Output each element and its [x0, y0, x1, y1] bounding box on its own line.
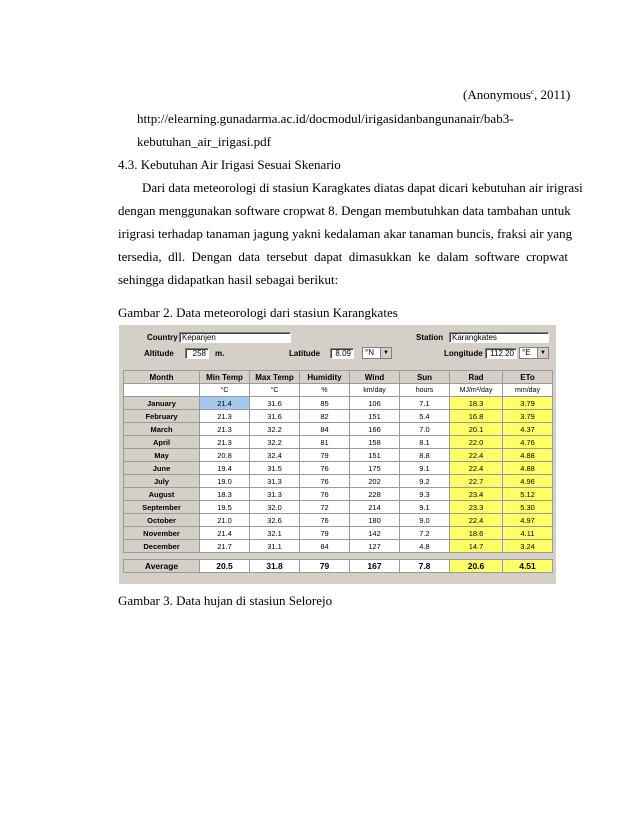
latitude-direction-value: °N — [365, 348, 374, 357]
data-cell[interactable]: 21.4 — [200, 527, 250, 540]
longitude-direction-value: °E — [522, 348, 531, 357]
data-cell[interactable]: 7.0 — [400, 423, 450, 436]
month-label: May — [124, 449, 200, 462]
data-cell[interactable]: 32.1 — [250, 527, 300, 540]
table-row — [124, 449, 553, 462]
column-header[interactable]: Max Temp — [250, 371, 300, 384]
data-cell[interactable]: 31.3 — [250, 475, 300, 488]
table-row — [124, 527, 553, 540]
table-row — [124, 540, 553, 553]
table-row — [124, 501, 553, 514]
data-cell[interactable]: 76 — [300, 475, 350, 488]
table-row — [124, 475, 553, 488]
data-cell[interactable]: 21.3 — [200, 410, 250, 423]
average-cell: 31.8 — [250, 560, 300, 573]
table-row — [124, 423, 553, 436]
data-cell[interactable]: 81 — [300, 436, 350, 449]
average-cell: 20.5 — [200, 560, 250, 573]
data-cell[interactable]: 31.5 — [250, 462, 300, 475]
data-cell[interactable]: 19.0 — [200, 475, 250, 488]
station-input[interactable]: Karangkates — [449, 332, 549, 343]
section-heading: 4.3. Kebutuhan Air Irigasi Sesuai Skenario — [118, 157, 341, 172]
data-cell[interactable]: 85 — [300, 397, 350, 410]
paragraph-line: Dari data meteorologi di stasiun Karagkates diatas dapat dicari kebutuhan air irigrasi — [142, 180, 583, 195]
data-cell[interactable]: 4.8 — [400, 540, 450, 553]
column-header[interactable]: Wind — [350, 371, 400, 384]
paragraph-line: tersedia, dll. Dengan data tersebut dapat dimasukkan ke dalam software cropwat — [118, 249, 568, 264]
spacer-cell — [124, 553, 553, 560]
paragraph-line: irigrasi terhadap tanaman jagung yakni kedalaman akar tanaman buncis, fraksi air yang — [118, 226, 573, 241]
data-cell[interactable]: 4.88 — [503, 462, 553, 475]
figure-2-caption: Gambar 2. Data meteorologi dari stasiun Karangkates — [118, 305, 398, 320]
data-cell[interactable]: 3.79 — [503, 410, 553, 423]
month-label: February — [124, 410, 200, 423]
data-cell[interactable]: 151 — [350, 410, 400, 423]
data-cell[interactable]: 16.8 — [450, 410, 503, 423]
data-cell[interactable]: 4.88 — [503, 449, 553, 462]
table-row — [124, 514, 553, 527]
data-cell[interactable]: 7.1 — [400, 397, 450, 410]
data-cell[interactable]: 5.4 — [400, 410, 450, 423]
station-label: Station — [416, 333, 444, 342]
chevron-down-icon: ▼ — [537, 348, 548, 358]
column-unit — [124, 384, 200, 397]
month-label: December — [124, 540, 200, 553]
data-cell[interactable]: 23.3 — [450, 501, 503, 514]
data-cell[interactable]: 76 — [300, 514, 350, 527]
citation: (Anonymous$^c$, 2011) — [463, 87, 571, 102]
data-cell[interactable]: 22.7 — [450, 475, 503, 488]
data-cell[interactable]: 21.7 — [200, 540, 250, 553]
table-row — [124, 462, 553, 475]
header-row — [124, 371, 553, 384]
month-label: September — [124, 501, 200, 514]
data-cell[interactable]: 22.4 — [450, 462, 503, 475]
data-cell[interactable]: 20.1 — [450, 423, 503, 436]
data-cell[interactable]: 76 — [300, 488, 350, 501]
average-cell: 20.6 — [450, 560, 503, 573]
data-cell[interactable]: 9.3 — [400, 488, 450, 501]
data-cell[interactable]: 202 — [350, 475, 400, 488]
data-cell[interactable]: 32.6 — [250, 514, 300, 527]
column-unit: km/day — [350, 384, 400, 397]
paragraph-line: dengan menggunakan software cropwat 8. Dengan membutuhkan data tambahan untuk — [118, 203, 571, 218]
month-label: April — [124, 436, 200, 449]
column-header[interactable]: Sun — [400, 371, 450, 384]
data-cell[interactable]: 19.4 — [200, 462, 250, 475]
data-cell[interactable]: 151 — [350, 449, 400, 462]
data-cell[interactable]: 22.4 — [450, 449, 503, 462]
month-label: November — [124, 527, 200, 540]
data-cell[interactable]: 23.4 — [450, 488, 503, 501]
data-cell[interactable]: 84 — [300, 423, 350, 436]
data-cell[interactable]: 14.7 — [450, 540, 503, 553]
paragraph-line: sehingga didapatkan hasil sebagai berikut: — [118, 272, 339, 287]
data-cell[interactable]: 31.3 — [250, 488, 300, 501]
country-input[interactable]: Kepanjen — [179, 332, 291, 343]
table-row — [124, 397, 553, 410]
data-cell[interactable]: 84 — [300, 540, 350, 553]
data-cell[interactable]: 79 — [300, 449, 350, 462]
data-cell[interactable]: 3.79 — [503, 397, 553, 410]
altitude-unit: m. — [215, 349, 225, 358]
latitude-label: Latitude — [289, 349, 321, 358]
column-unit: °C — [250, 384, 300, 397]
longitude-input[interactable]: 112.20 — [485, 348, 517, 359]
altitude-label: Altitude — [144, 349, 174, 358]
data-cell[interactable]: 72 — [300, 501, 350, 514]
data-cell[interactable]: 8.1 — [400, 436, 450, 449]
average-cell: 79 — [300, 560, 350, 573]
data-cell[interactable]: 180 — [350, 514, 400, 527]
table-row — [124, 436, 553, 449]
data-cell[interactable]: 228 — [350, 488, 400, 501]
data-cell[interactable]: 9.1 — [400, 462, 450, 475]
data-cell[interactable]: 9.2 — [400, 475, 450, 488]
table-row — [124, 488, 553, 501]
column-header[interactable]: ETo — [503, 371, 553, 384]
data-cell[interactable]: 21.3 — [200, 423, 250, 436]
data-cell[interactable]: 32.2 — [250, 423, 300, 436]
data-cell[interactable]: 166 — [350, 423, 400, 436]
data-cell[interactable]: 9.0 — [400, 514, 450, 527]
data-cell[interactable]: 127 — [350, 540, 400, 553]
data-cell[interactable]: 32.4 — [250, 449, 300, 462]
data-cell[interactable]: 4.37 — [503, 423, 553, 436]
column-header[interactable]: Rad — [450, 371, 503, 384]
data-cell[interactable]: 32.0 — [250, 501, 300, 514]
average-label: Average — [124, 560, 200, 573]
latitude-input[interactable]: 8.09 — [330, 348, 354, 359]
average-cell: 7.8 — [400, 560, 450, 573]
average-cell: 4.51 — [503, 560, 553, 573]
figure-3-caption: Gambar 3. Data hujan di stasiun Selorejo — [118, 593, 333, 608]
month-label: June — [124, 462, 200, 475]
cropwat-climate-panel — [119, 325, 556, 584]
data-cell[interactable]: 142 — [350, 527, 400, 540]
data-cell[interactable]: 31.1 — [250, 540, 300, 553]
longitude-direction-select[interactable] — [519, 347, 549, 359]
column-header[interactable]: Min Temp — [200, 371, 250, 384]
data-cell[interactable]: 18.3 — [200, 488, 250, 501]
data-cell[interactable]: 4.11 — [503, 527, 553, 540]
data-cell[interactable]: 18.3 — [450, 397, 503, 410]
data-cell[interactable]: 20.8 — [200, 449, 250, 462]
reference-url-line-1[interactable]: http://elearning.gunadarma.ac.id/docmodul/irigasidanbangunanair/bab3- — [137, 111, 514, 126]
data-cell[interactable]: 4.97 — [503, 514, 553, 527]
data-cell[interactable]: 7.2 — [400, 527, 450, 540]
data-cell[interactable]: 31.6 — [250, 410, 300, 423]
country-label: Country — [147, 333, 178, 342]
altitude-input[interactable]: 258 — [185, 348, 209, 359]
data-cell[interactable]: 76 — [300, 462, 350, 475]
spacer-row — [124, 553, 553, 560]
month-label: January — [124, 397, 200, 410]
average-row — [124, 560, 553, 573]
month-label: July — [124, 475, 200, 488]
data-cell[interactable]: 5.30 — [503, 501, 553, 514]
average-cell: 167 — [350, 560, 400, 573]
data-cell[interactable]: 4.96 — [503, 475, 553, 488]
data-cell[interactable]: 158 — [350, 436, 400, 449]
table-row — [124, 410, 553, 423]
units-row — [124, 384, 553, 397]
column-unit: °C — [200, 384, 250, 397]
data-cell[interactable]: 32.2 — [250, 436, 300, 449]
column-header[interactable]: Humidity — [300, 371, 350, 384]
data-cell[interactable]: 22.4 — [450, 514, 503, 527]
month-label: October — [124, 514, 200, 527]
column-header[interactable]: Month — [124, 371, 200, 384]
data-cell[interactable]: 3.24 — [503, 540, 553, 553]
data-cell[interactable]: 9.1 — [400, 501, 450, 514]
climate-data-table — [123, 370, 553, 573]
column-unit: % — [300, 384, 350, 397]
data-cell[interactable]: 8.8 — [400, 449, 450, 462]
data-cell[interactable]: 22.0 — [450, 436, 503, 449]
data-cell[interactable]: 21.0 — [200, 514, 250, 527]
data-cell[interactable]: 31.6 — [250, 397, 300, 410]
column-unit: hours — [400, 384, 450, 397]
data-cell[interactable]: 79 — [300, 527, 350, 540]
data-cell[interactable]: 214 — [350, 501, 400, 514]
month-label: August — [124, 488, 200, 501]
data-cell[interactable]: 19.5 — [200, 501, 250, 514]
chevron-down-icon: ▼ — [380, 348, 391, 358]
column-unit: mm/day — [503, 384, 553, 397]
data-cell[interactable]: 106 — [350, 397, 400, 410]
longitude-label: Longitude — [444, 349, 483, 358]
column-unit: MJ/m²/day — [450, 384, 503, 397]
data-cell[interactable]: 21.3 — [200, 436, 250, 449]
data-cell[interactable]: 21.4 — [200, 397, 250, 410]
data-cell[interactable]: 82 — [300, 410, 350, 423]
latitude-direction-select[interactable] — [362, 347, 392, 359]
data-cell[interactable]: 4.76 — [503, 436, 553, 449]
month-label: March — [124, 423, 200, 436]
data-cell[interactable]: 18.6 — [450, 527, 503, 540]
data-cell[interactable]: 5.12 — [503, 488, 553, 501]
data-cell[interactable]: 175 — [350, 462, 400, 475]
reference-url-line-2[interactable]: kebutuhan_air_irigasi.pdf — [137, 134, 271, 149]
